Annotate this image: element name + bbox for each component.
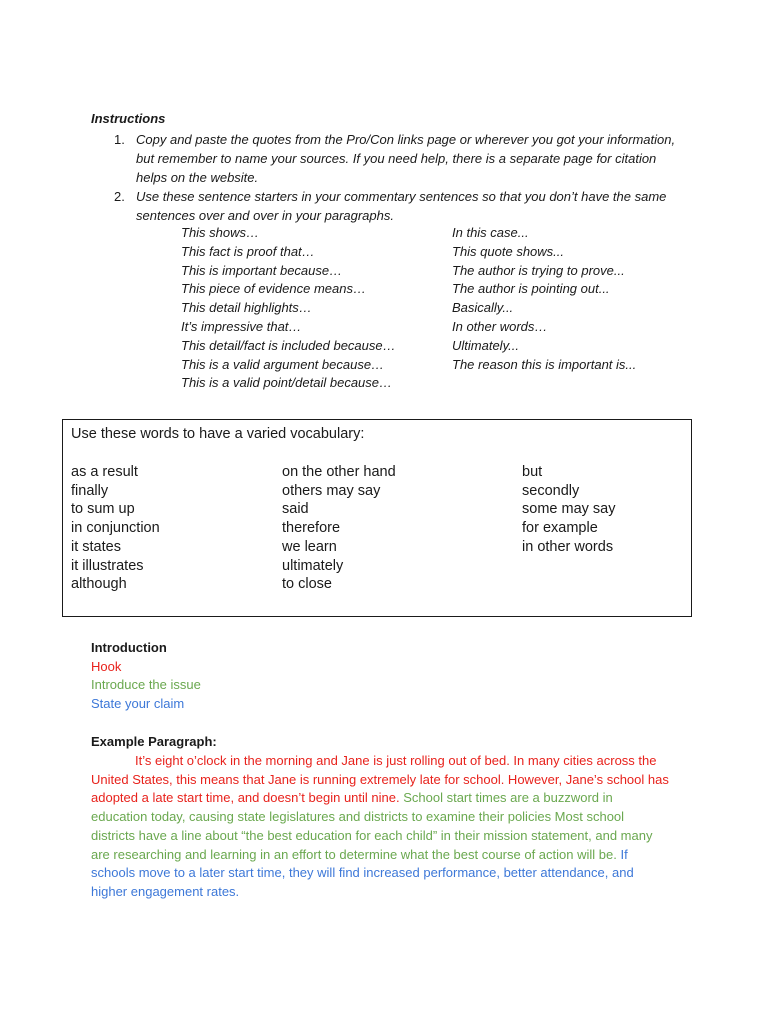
vocabulary-word: but bbox=[522, 464, 543, 480]
sentence-starter: Ultimately... bbox=[452, 337, 519, 353]
instruction-number: 1. bbox=[114, 132, 125, 147]
vocabulary-word: said bbox=[282, 501, 309, 518]
vocabulary-word: although bbox=[71, 576, 127, 593]
vocabulary-word: to close bbox=[282, 576, 332, 593]
vocabulary-word: in other words bbox=[522, 538, 614, 555]
instruction-text: Copy and paste the quotes from the Pro/Con links page or wherever you got your information, but remember to name your sources. If you need help, there is a separate page for citation helps on the website. bbox=[136, 132, 676, 185]
introduction-outline bbox=[91, 639, 201, 714]
vocabulary-word: ultimately bbox=[282, 557, 344, 574]
instruction-item bbox=[108, 130, 678, 187]
vocabulary-word: it illustrates bbox=[71, 557, 144, 574]
vocabulary-column-3 bbox=[522, 463, 615, 557]
sentence-starter: It’s impressive that… bbox=[181, 318, 302, 334]
sentence-starter: This shows… bbox=[181, 225, 260, 240]
vocabulary-word: in conjunction bbox=[71, 520, 160, 537]
vocabulary-word: as a result bbox=[71, 464, 138, 480]
sentence-starter: This is a valid argument because… bbox=[181, 356, 385, 372]
sentence-starter: In this case... bbox=[452, 225, 529, 240]
sentence-starter: The author is trying to prove... bbox=[452, 262, 625, 278]
instruction-text: Use these sentence starters in your commentary sentences so that you don’t have the same sentences over and over in your paragraphs. bbox=[136, 189, 667, 223]
vocabulary-box bbox=[62, 419, 692, 617]
state-claim-label: State your claim bbox=[91, 696, 185, 712]
sentence-starter: Basically... bbox=[452, 300, 514, 316]
example-claim-text: If schools move to a later start time, they will find increased performance, better attendance, and higher engagement rates. bbox=[91, 846, 634, 899]
sentence-starter: This is a valid point/detail because… bbox=[181, 375, 393, 391]
sentence-starter: The author is pointing out... bbox=[452, 281, 610, 297]
vocabulary-word: therefore bbox=[282, 520, 341, 537]
vocabulary-word: secondly bbox=[522, 482, 580, 499]
sentence-starter: This detail/fact is included because… bbox=[181, 337, 396, 353]
vocabulary-word: others may say bbox=[282, 482, 381, 499]
introduction-heading: Introduction bbox=[91, 640, 167, 655]
instructions-heading: Instructions bbox=[91, 111, 166, 126]
example-issue-text: School start times are a buzzword in education today, causing state legislatures and districts to examine their policies Most school districts have a line about “the best education for each child” in their mission statement, and many are researching and learning in an effort to determine what the best course of action will be. bbox=[91, 790, 653, 862]
sentence-starter: The reason this is important is... bbox=[452, 356, 637, 372]
sentence-starter: This quote shows... bbox=[452, 243, 564, 259]
vocabulary-word: finally bbox=[71, 482, 109, 499]
instruction-item bbox=[108, 187, 678, 225]
vocabulary-column-2 bbox=[282, 463, 396, 594]
vocabulary-word: for example bbox=[522, 520, 598, 537]
sentence-starter: This piece of evidence means… bbox=[181, 281, 366, 297]
sentence-starter: This is important because… bbox=[181, 262, 343, 278]
sentence-starter: This detail highlights… bbox=[181, 300, 312, 316]
hook-label: Hook bbox=[91, 658, 122, 674]
example-paragraph bbox=[91, 752, 671, 902]
example-hook-text: It’s eight o’clock in the morning and Jane is just rolling out of bed. In many cities across the United States, this means that Jane is running extremely late for school. However, Jane’s school has adopted a late start time, and doesn’t begin until nine. bbox=[91, 753, 669, 806]
introduce-issue-label: Introduce the issue bbox=[91, 677, 201, 693]
vocabulary-word: it states bbox=[71, 538, 121, 555]
vocabulary-word: some may say bbox=[522, 501, 616, 518]
vocabulary-column-1 bbox=[71, 463, 160, 594]
instruction-number: 2. bbox=[114, 189, 125, 204]
sentence-starters-left-column bbox=[181, 224, 396, 393]
sentence-starter: In other words… bbox=[452, 318, 548, 334]
vocabulary-word: on the other hand bbox=[282, 464, 396, 480]
sentence-starters-right-column bbox=[452, 224, 636, 374]
example-paragraph-heading: Example Paragraph: bbox=[91, 734, 217, 749]
sentence-starter: This fact is proof that… bbox=[181, 243, 315, 259]
instructions-list bbox=[108, 130, 678, 225]
vocabulary-title: Use these words to have a varied vocabulary: bbox=[71, 426, 365, 442]
vocabulary-word: to sum up bbox=[71, 501, 135, 518]
vocabulary-word: we learn bbox=[282, 538, 337, 555]
